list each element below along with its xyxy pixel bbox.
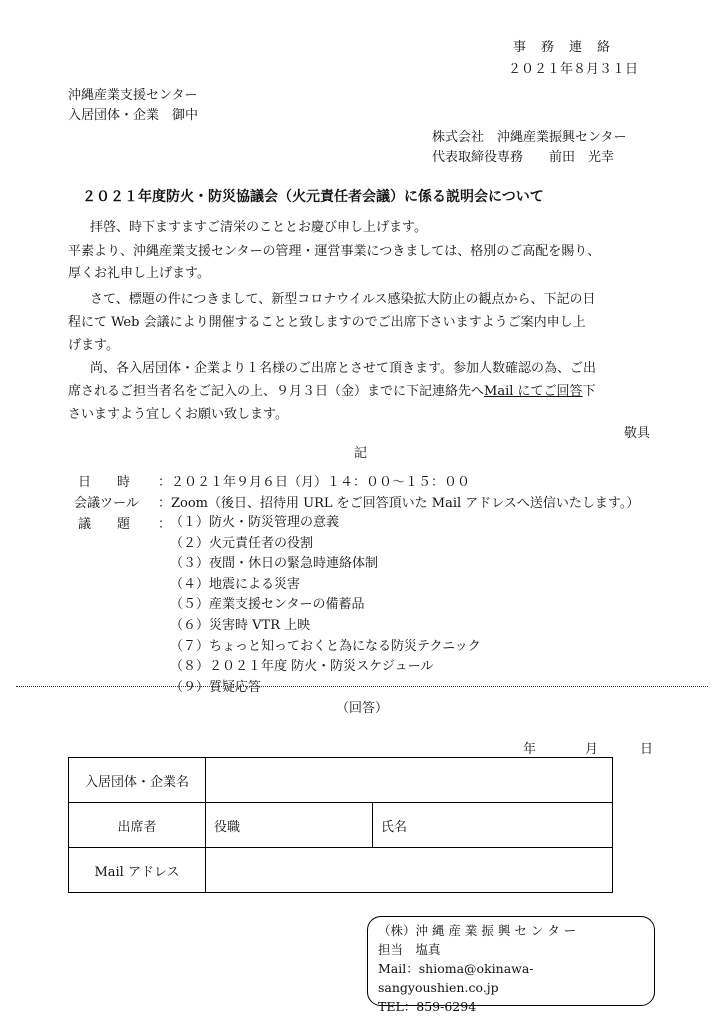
mail-address-field[interactable]	[206, 848, 613, 893]
agenda-item: （６）災害時 VTR 上映	[170, 617, 311, 633]
notice-type: 事 務 連 絡	[513, 40, 612, 55]
org-name-field[interactable]	[206, 758, 613, 803]
paragraph-line: 尚、各入居団体・企業より１名様のご出席とさせて頂きます。参加人数確認の為、ご出	[90, 361, 596, 376]
cut-line-divider	[16, 686, 708, 687]
datetime-value: ：２０２１年９月６日（月）１４：００〜１５：００	[158, 475, 471, 490]
paragraph-line: 厚くお礼申し上げます。	[68, 266, 210, 281]
sender-person: 代表取締役専務 前田 光幸	[432, 150, 615, 165]
closing: 敬具	[624, 426, 651, 441]
attendee-label: 出席者	[69, 803, 206, 848]
position-field[interactable]	[266, 803, 373, 848]
name-field[interactable]	[429, 803, 613, 848]
agenda-item: （３）夜間・休日の緊急時連絡体制	[170, 556, 379, 572]
agenda-label: 議 題	[78, 517, 131, 532]
paragraph-line: 程にて Web 会議により開催することと致しますのでご出席下さいますようご案内申し上	[68, 315, 586, 330]
document-date: ２０２１年８月３１日	[508, 62, 639, 77]
agenda-item: （８）２０２１年度 防火・防災スケジュール	[170, 659, 434, 675]
contact-person: 担当 塩真	[378, 942, 441, 957]
ki-heading: 記	[354, 446, 368, 461]
reply-heading: （回答）	[336, 701, 389, 716]
greeting: 拝啓、時下ますますご清栄のこととお慶び申し上げます。	[90, 220, 427, 235]
tool-value: ：Zoom（後日、招待用 URL をご回答頂いた Mail アドレスへ送信いたします。）	[158, 496, 640, 511]
recipient-line: 入居団体・企業 御中	[68, 108, 199, 123]
paragraph-text: 席されるご担当者名をご記入の上、９月３日（金）までに下記連絡先へ	[68, 384, 485, 399]
org-name-label: 入居団体・企業名	[69, 758, 206, 803]
agenda-item: （５）産業支援センターの備蓄品	[170, 597, 365, 613]
contact-org: （株）沖 縄 産 業 振 興 セ ン タ ー	[378, 923, 577, 938]
paragraph-line: げます。	[68, 338, 119, 353]
agenda-colon: ：	[158, 517, 172, 532]
mail-address-label: Mail アドレス	[69, 848, 206, 893]
agenda-item: （１）防火・防災管理の意義	[170, 515, 340, 530]
document-title: ２０２１年度防火・防災協議会（火元責任者会議）に係る説明会について	[82, 189, 544, 205]
paragraph-line: さいますよう宜しくお願い致します。	[68, 407, 288, 422]
contact-tel: TEL：859-6294	[378, 999, 477, 1014]
sender-company: 株式会社 沖縄産業振興センター	[432, 130, 627, 145]
reply-day: 日	[640, 742, 654, 757]
reply-year: 年	[523, 742, 537, 757]
recipient-org: 沖縄産業支援センター	[68, 88, 198, 103]
position-label: 役職	[206, 803, 267, 848]
agenda-item: （２）火元責任者の役割	[170, 535, 314, 551]
paragraph-line: 平素より、沖縄産業支援センターの管理・運営事業につきましては、格別のご高配を賜り、	[68, 244, 601, 259]
mail-reply-emphasis: Mail にてご回答	[484, 384, 583, 399]
name-label: 氏名	[373, 803, 430, 848]
contact-mail[interactable]: Mail：shioma@okinawa-sangyoushien.co.jp	[378, 961, 534, 995]
agenda-item: （７）ちょっと知っておくと為になる防災テクニック	[170, 638, 481, 654]
reply-month: 月	[585, 742, 599, 757]
paragraph-text: 下	[582, 384, 596, 399]
contact-box	[367, 916, 655, 1014]
agenda-list	[170, 513, 481, 698]
agenda-item: （４）地震による災害	[170, 576, 301, 592]
datetime-label: 日 時	[78, 475, 131, 490]
paragraph-line	[68, 382, 596, 401]
paragraph-line: さて、標題の件につきまして、新型コロナウイルス感染拡大防止の観点から、下記の日	[90, 292, 596, 307]
tool-label: 会議ツール	[74, 496, 139, 511]
agenda-item: （９）質疑応答	[170, 679, 262, 695]
reply-form	[68, 757, 613, 893]
